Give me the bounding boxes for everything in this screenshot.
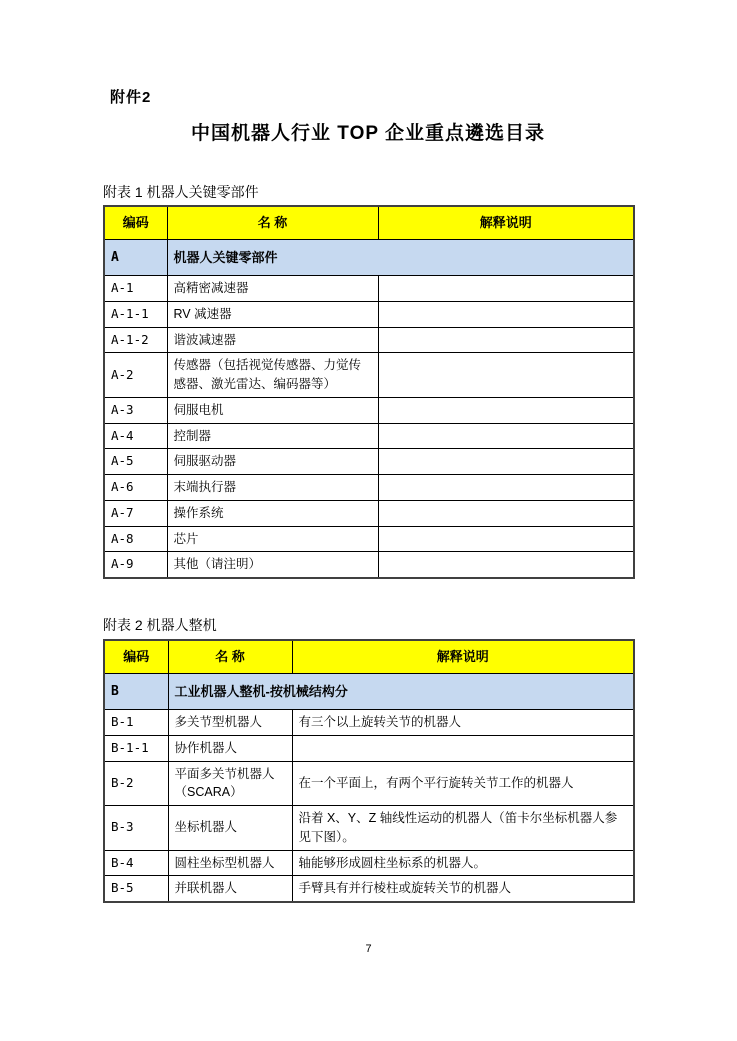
code-cell: A-9 xyxy=(104,552,167,578)
desc-cell: 有三个以上旋转关节的机器人 xyxy=(292,710,634,736)
code-cell: A-8 xyxy=(104,526,167,552)
table-row xyxy=(104,327,634,353)
name-cell: 平面多关节机器人（SCARA） xyxy=(168,761,292,806)
desc-cell xyxy=(292,735,634,761)
code-cell: A-3 xyxy=(104,397,167,423)
name-cell: 坐标机器人 xyxy=(168,806,292,851)
name-cell: 并联机器人 xyxy=(168,876,292,902)
table-row xyxy=(104,301,634,327)
table-row xyxy=(104,475,634,501)
page-title: 中国机器人行业 TOP 企业重点遴选目录 xyxy=(191,123,545,144)
desc-cell xyxy=(378,397,634,423)
code-cell: B-4 xyxy=(104,850,168,876)
code-cell: B-1 xyxy=(104,710,168,736)
desc-cell xyxy=(378,552,634,578)
desc-cell xyxy=(378,526,634,552)
table2-header-name: 名 称 xyxy=(168,640,292,673)
name-cell: 伺服驱动器 xyxy=(167,449,378,475)
code-cell: A-5 xyxy=(104,449,167,475)
table2-header-code: 编码 xyxy=(104,640,168,673)
desc-cell: 在一个平面上，有两个平行旋转关节工作的机器人 xyxy=(292,761,634,806)
desc-cell: 沿着 X、Y、Z 轴线性运动的机器人（笛卡尔坐标机器人参见下图）。 xyxy=(292,806,634,851)
attachment-label: 附件2 xyxy=(110,89,152,106)
name-cell: 多关节型机器人 xyxy=(168,710,292,736)
table1-header-name: 名 称 xyxy=(167,206,378,239)
desc-cell xyxy=(378,449,634,475)
table1-robot-components xyxy=(103,205,635,579)
desc-cell xyxy=(378,301,634,327)
code-cell: B-1-1 xyxy=(104,735,168,761)
table-row xyxy=(104,552,634,578)
table-row xyxy=(104,449,634,475)
table-row xyxy=(104,397,634,423)
name-cell: 芯片 xyxy=(167,526,378,552)
code-cell: A-2 xyxy=(104,353,167,398)
code-cell: A-1-2 xyxy=(104,327,167,353)
table-row xyxy=(104,423,634,449)
table2-robot-machines xyxy=(103,639,635,903)
name-cell: 圆柱坐标型机器人 xyxy=(168,850,292,876)
group-code-cell: B xyxy=(104,673,168,710)
table2-caption: 附表 2 机器人整机 xyxy=(103,617,217,633)
desc-cell: 手臂具有并行棱柱或旋转关节的机器人 xyxy=(292,876,634,902)
code-cell: A-4 xyxy=(104,423,167,449)
group-name-cell: 机器人关键零部件 xyxy=(167,239,634,276)
name-cell: 伺服电机 xyxy=(167,397,378,423)
desc-cell xyxy=(378,276,634,302)
desc-cell xyxy=(378,500,634,526)
code-cell: B-5 xyxy=(104,876,168,902)
desc-cell xyxy=(378,475,634,501)
table-row xyxy=(104,735,634,761)
table-row xyxy=(104,850,634,876)
table1-header-desc: 解释说明 xyxy=(378,206,634,239)
table-row xyxy=(104,500,634,526)
code-cell: B-3 xyxy=(104,806,168,851)
desc-cell xyxy=(378,353,634,398)
name-cell: 操作系统 xyxy=(167,500,378,526)
table1-header-row xyxy=(104,206,634,239)
name-cell: 其他（请注明） xyxy=(167,552,378,578)
table2-header-row xyxy=(104,640,634,673)
table-row xyxy=(104,353,634,398)
table-row xyxy=(104,526,634,552)
code-cell: B-2 xyxy=(104,761,168,806)
table-row xyxy=(104,710,634,736)
code-cell: A-1 xyxy=(104,276,167,302)
desc-cell xyxy=(378,423,634,449)
name-cell: 末端执行器 xyxy=(167,475,378,501)
code-cell: A-1-1 xyxy=(104,301,167,327)
table-row xyxy=(104,806,634,851)
table-row xyxy=(104,876,634,902)
code-cell: A-7 xyxy=(104,500,167,526)
desc-cell: 轴能够形成圆柱坐标系的机器人。 xyxy=(292,850,634,876)
name-cell: 传感器（包括视觉传感器、力觉传感器、激光雷达、编码器等） xyxy=(167,353,378,398)
code-cell: A-6 xyxy=(104,475,167,501)
table2-header-desc: 解释说明 xyxy=(292,640,634,673)
name-cell: 谐波减速器 xyxy=(167,327,378,353)
table-row xyxy=(104,276,634,302)
table1-header-code: 编码 xyxy=(104,206,167,239)
table1-group-row xyxy=(104,239,634,276)
group-name-cell: 工业机器人整机-按机械结构分 xyxy=(168,673,634,710)
table2-group-row xyxy=(104,673,634,710)
name-cell: 控制器 xyxy=(167,423,378,449)
name-cell: RV 减速器 xyxy=(167,301,378,327)
desc-cell xyxy=(378,327,634,353)
table1-caption: 附表 1 机器人关键零部件 xyxy=(103,184,259,200)
name-cell: 协作机器人 xyxy=(168,735,292,761)
group-code-cell: A xyxy=(104,239,167,276)
name-cell: 高精密减速器 xyxy=(167,276,378,302)
table-row xyxy=(104,761,634,806)
page-number: 7 xyxy=(365,943,372,955)
